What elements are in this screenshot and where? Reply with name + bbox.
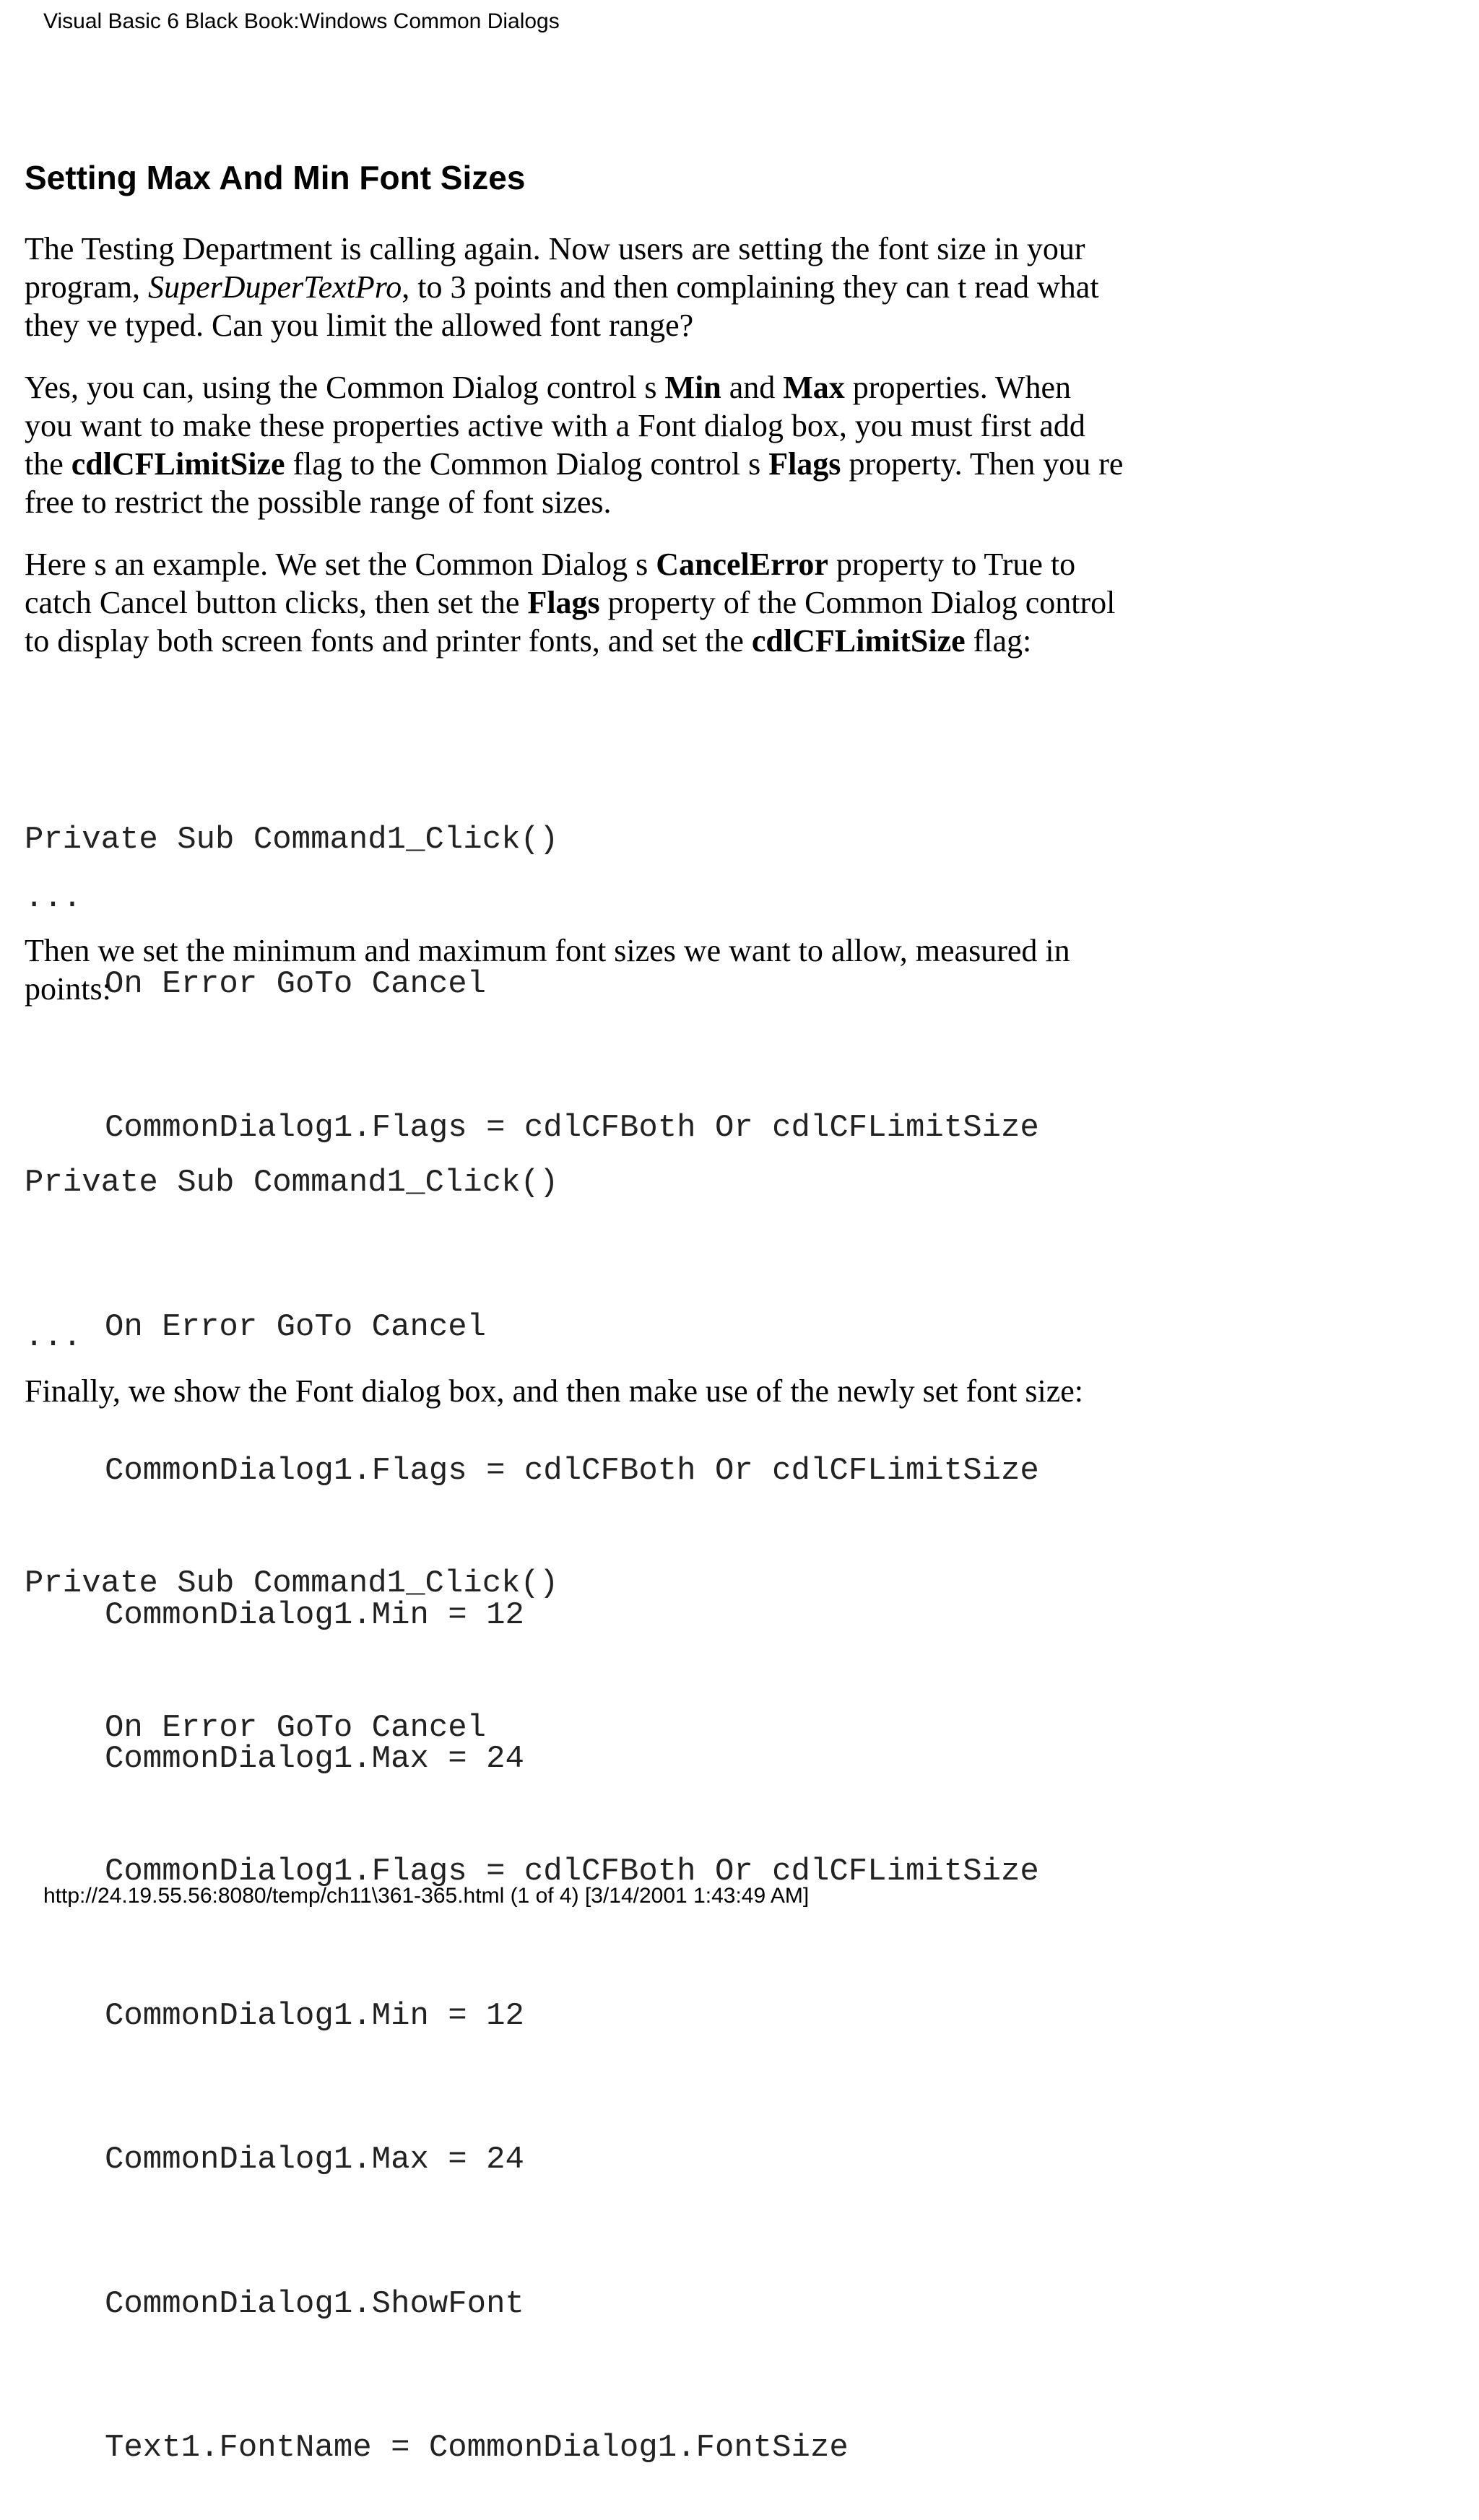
example-line-1: Here s an example. We set the Common Dialog s CancelError property to True to xyxy=(25,547,1076,582)
section-title: Setting Max And Min Font Sizes xyxy=(25,159,526,196)
code-line: On Error GoTo Cancel xyxy=(105,1709,487,1746)
min-max-values-line-1: Then we set the minimum and maximum font sizes we want to allow, measured in xyxy=(25,933,1070,968)
page-header: Visual Basic 6 Black Book:Windows Common Dialogs xyxy=(43,9,560,33)
limit-size-flag: cdlCFLimitSize xyxy=(751,623,966,659)
min-max-line-4: free to restrict the possible range of font sizes. xyxy=(25,485,612,520)
intro-line-1: The Testing Department is calling again. Now users are setting the font size in your xyxy=(25,231,1085,266)
code-block-3 xyxy=(25,1464,1039,2520)
example-line-2: catch Cancel button clicks, then set the Flags property of the Common Dialog control xyxy=(25,585,1116,620)
show-font-line: Finally, we show the Font dialog box, and then make use of the newly set font size: xyxy=(25,1373,1083,1409)
limit-size-flag: cdlCFLimitSize xyxy=(71,446,285,482)
min-property: Min xyxy=(664,370,721,405)
code-line: CommonDialog1.Flags = cdlCFBoth Or cdlCFLimitSize xyxy=(105,1854,1039,1890)
cancel-error-property: CancelError xyxy=(656,547,828,582)
min-max-line-2: you want to make these properties active with a Font dialog box, you must first add xyxy=(25,408,1085,443)
code-line: CommonDialog1.Max = 24 xyxy=(105,1741,524,1777)
code-line: On Error GoTo Cancel xyxy=(105,965,487,1002)
example-line-3: to display both screen fonts and printer fonts, and set the cdlCFLimitSize flag: xyxy=(25,623,1032,659)
page-footer: http://24.19.55.56:8080/temp/ch11\361-365.html (1 of 4) [3/14/2001 1:43:49 AM] xyxy=(43,1884,810,1908)
code-line: Private Sub Command1_Click() xyxy=(25,822,559,858)
code-line: CommonDialog1.Flags = cdlCFBoth Or cdlCFLimitSize xyxy=(105,1110,1039,1146)
intro-line-2: program, SuperDuperTextPro, to 3 points and then complaining they can t read what xyxy=(25,269,1099,305)
min-max-values-line-2: points: xyxy=(25,971,111,1007)
min-max-paragraph xyxy=(25,368,1252,521)
code-line: CommonDialog1.Min = 12 xyxy=(105,1997,524,2034)
code-line: CommonDialog1.ShowFont xyxy=(105,2285,524,2322)
code-line: CommonDialog1.Flags = cdlCFBoth Or cdlCFLimitSize xyxy=(105,1453,1039,1489)
min-max-values-paragraph xyxy=(25,931,1252,1008)
example-paragraph xyxy=(25,545,1252,660)
program-name: SuperDuperTextPro xyxy=(148,269,402,305)
code-ellipsis: ... xyxy=(25,1319,82,1355)
max-property: Max xyxy=(783,370,845,405)
code-line: CommonDialog1.Max = 24 xyxy=(105,2142,524,2178)
intro-paragraph xyxy=(25,230,1252,344)
code-line: CommonDialog1.Min = 12 xyxy=(105,1596,524,1633)
intro-line-3: they ve typed. Can you limit the allowed font range? xyxy=(25,308,694,343)
flags-property: Flags xyxy=(527,585,600,620)
show-font-paragraph xyxy=(25,1372,1252,1410)
flags-property: Flags xyxy=(768,446,841,482)
code-ellipsis: ... xyxy=(25,880,82,916)
code-line: Private Sub Command1_Click() xyxy=(25,1565,559,1602)
min-max-line-3: the cdlCFLimitSize flag to the Common Dialog control s Flags property. Then you re xyxy=(25,446,1124,482)
code-line: Text1.FontName = CommonDialog1.FontSize xyxy=(105,2430,849,2466)
code-line: Private Sub Command1_Click() xyxy=(25,1165,559,1201)
code-line: On Error GoTo Cancel xyxy=(105,1308,487,1345)
min-max-line-1: Yes, you can, using the Common Dialog control s Min and Max properties. When xyxy=(25,370,1071,405)
